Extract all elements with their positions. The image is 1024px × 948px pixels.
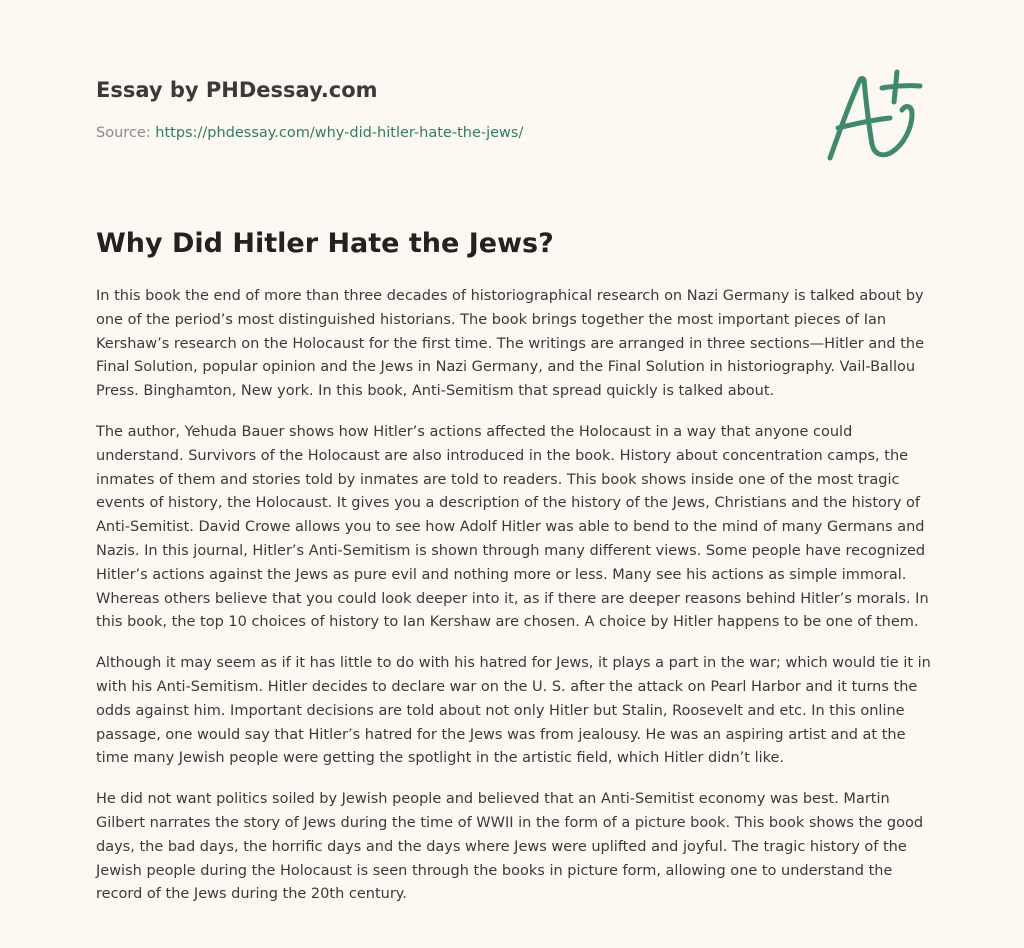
brand-title: Essay by PHDessay.com xyxy=(96,78,378,102)
article-body xyxy=(96,285,932,924)
source-label: Source: xyxy=(96,125,156,141)
page-header xyxy=(96,76,796,141)
article-paragraph: Although it may seem as if it has little to do with his hatred for Jews, it plays a part in the war; which would tie it in with his Anti-Semitism. Hitler decides to declare war on the U. S. after the attack on Pearl Harbor and it turns the odds against him. Important decisions are told about not only Hitler but Stalin, Roosevelt and etc. In this online passage, one would say that Hitler’s hatred for the Jews was from jealousy. He was an aspiring artist and at the time many Jewish people were getting the spotlight in the artistic field, which Hitler didn’t like. xyxy=(96,655,931,767)
source-line xyxy=(96,123,523,143)
source-link[interactable]: https://phdessay.com/why-did-hitler-hate-the-jews/ xyxy=(155,125,524,141)
article-paragraph: In this book the end of more than three decades of historiographical research on Nazi Germany is talked about by one of the period’s most distinguished historians. The book brings together the most important pieces of Ian Kershaw’s research on the Holocaust for the first time. The writings are arranged in three sections—Hitler and the Final Solution, popular opinion and the Jews in Nazi Germany, and the Final Solution in historiography. Vail-Ballou Press. Binghamton, New york. In this book, Anti-Semitism that spread quickly is talked about. xyxy=(96,288,925,400)
article-title: Why Did Hitler Hate the Jews? xyxy=(96,228,554,259)
article-paragraph: He did not want politics soiled by Jewish people and believed that an Anti-Semitist economy was best. Martin Gilbert narrates the story of Jews during the time of WWII in the form of a picture book. This book shows the good days, the bad days, the horrific days and the days where Jews were uplifted and joyful. The tragic history of the Jewish people during the Holocaust is seen through the books in picture form, allowing one to understand the record of the Jews during the 20th century. xyxy=(96,791,924,903)
a-plus-logo-icon xyxy=(820,66,930,166)
article-paragraph: The author, Yehuda Bauer shows how Hitler’s actions affected the Holocaust in a way that anyone could understand. Survivors of the Holocaust are also introduced in the book. History about concentration camps, the inmates of them and stories told by inmates are told to readers. This book shows inside one of the most tragic events of history, the Holocaust. It gives you a description of the history of the Jews, Christians and the history of Anti-Semitist. David Crowe allows you to see how Adolf Hitler was able to bend to the mind of many Germans and Nazis. In this journal, Hitler’s Anti-Semitism is shown through many different views. Some people have recognized Hitler’s actions against the Jews as pure evil and nothing more or less. Many see his actions as simple immoral. Whereas others believe that you could look deeper into it, as if there are deeper reasons behind Hitler’s morals. In this book, the top 10 choices of history to Ian Kershaw are chosen. A choice by Hitler happens to be one of them. xyxy=(96,423,929,631)
